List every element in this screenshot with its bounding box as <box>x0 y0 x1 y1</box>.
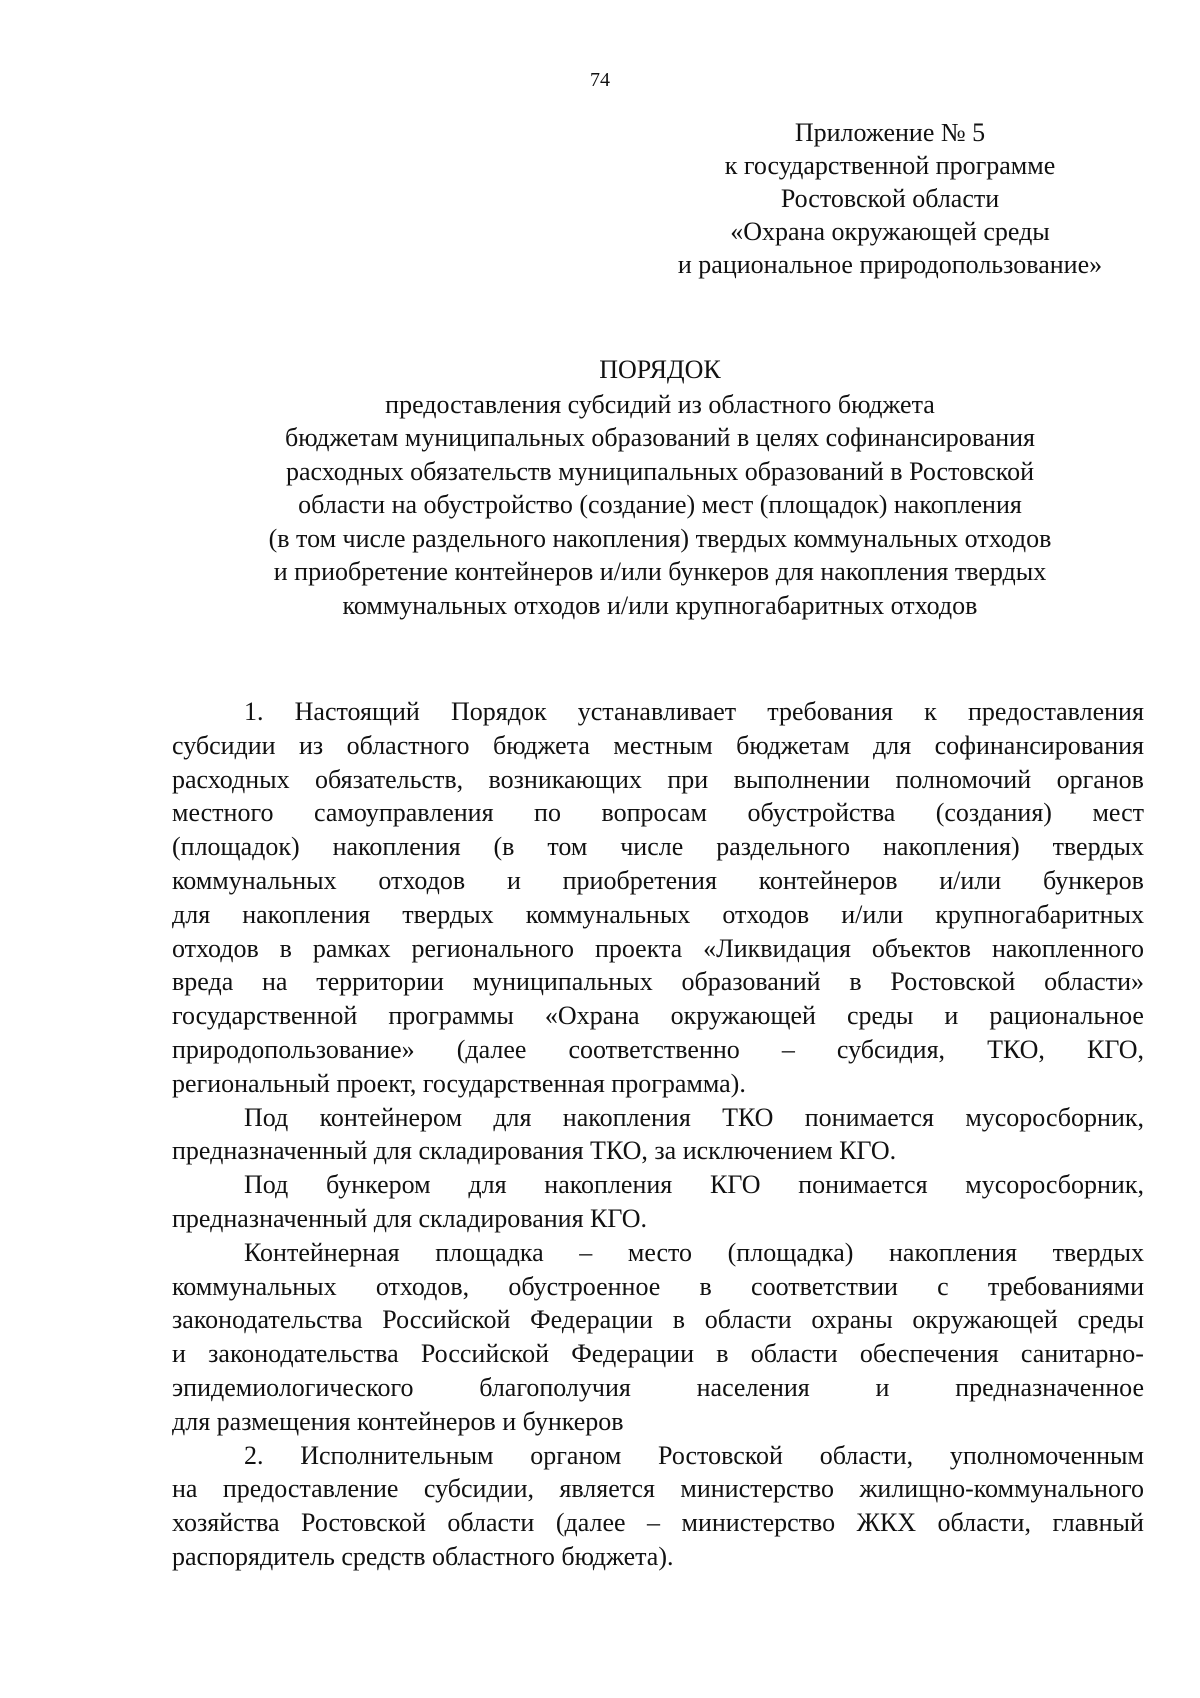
body-line: Под бункером для накопления КГО понимается мусоросборник, <box>244 1170 1144 1200</box>
body-line: государственной программы «Охрана окружающей среды и рациональное <box>172 1001 1144 1031</box>
body-line: расходных обязательств, возникающих при выполнении полномочий органов <box>172 764 1144 794</box>
body-line: (площадок) накопления (в том числе раздельного накопления) твердых <box>172 832 1144 862</box>
body-line: законодательства Российской Федерации в области охраны окружающей среды <box>172 1305 1144 1335</box>
body-line: коммунальных отходов, обустроенное в соответствии с требованиями <box>172 1271 1144 1301</box>
body-line: эпидемиологического благополучия населения и предназначенное <box>172 1372 1144 1402</box>
body-line: местного самоуправления по вопросам обустройства (создания) мест <box>172 798 1144 828</box>
title-line: расходных обязательств муниципальных образований в Ростовской <box>286 456 1034 486</box>
body-line: распорядитель средств областного бюджета). <box>172 1541 674 1571</box>
title-line: предоставления субсидий из областного бюджета <box>385 389 935 419</box>
body-paragraph <box>172 1439 1144 1574</box>
body-line: и законодательства Российской Федерации в области обеспечения санитарно- <box>172 1339 1144 1369</box>
document-body <box>172 695 1144 1574</box>
body-line: Под контейнером для накопления ТКО понимается мусоросборник, <box>244 1102 1144 1132</box>
appendix-line: Приложение № 5 <box>794 118 986 147</box>
body-paragraph <box>172 695 1144 1101</box>
body-line: 1. Настоящий Порядок устанавливает требования к предоставления <box>244 697 1144 726</box>
body-line: 2. Исполнительным органом Ростовской области, уполномоченным <box>244 1440 1144 1470</box>
appendix-header <box>640 116 1140 281</box>
appendix-line: к государственной программе <box>724 151 1056 180</box>
body-line: отходов в рамках регионального проекта «Ликвидация объектов накопленного <box>172 933 1144 963</box>
body-line: природопользование» (далее соответственно – субсидия, ТКО, КГО, <box>172 1034 1144 1064</box>
appendix-line: «Охрана окружающей среды <box>730 217 1050 246</box>
body-line: для накопления твердых коммунальных отходов и/или крупногабаритных <box>172 899 1144 929</box>
page-number: 74 <box>590 69 610 91</box>
body-line: вреда на территории муниципальных образований в Ростовской области» <box>172 967 1144 997</box>
body-paragraph <box>172 1236 1144 1439</box>
title-line: и приобретение контейнеров и/или бункеров для накопления твердых <box>273 557 1047 586</box>
body-line: на предоставление субсидии, является министерство жилищно-коммунального <box>172 1474 1144 1504</box>
title-line: коммунальных отходов и/или крупногабаритных отходов <box>342 590 978 620</box>
title-line: бюджетам муниципальных образований в целях софинансирования <box>284 423 1036 452</box>
body-paragraph <box>172 1101 1144 1169</box>
body-line: Контейнерная площадка – место (площадка) накопления твердых <box>244 1237 1144 1267</box>
body-line: хозяйства Ростовской области (далее – министерство ЖКХ области, главный <box>172 1508 1144 1538</box>
body-line: для размещения контейнеров и бункеров <box>172 1406 624 1436</box>
body-line: региональный проект, государственная программа). <box>172 1068 746 1098</box>
title-line: (в том числе раздельного накопления) твердых коммунальных отходов <box>268 523 1052 553</box>
body-line: субсидии из областного бюджета местным бюджетам для софинансирования <box>172 730 1144 760</box>
document-title <box>160 353 1160 622</box>
appendix-line: и рациональное природопользование» <box>677 250 1103 279</box>
title-line: области на обустройство (создание) мест (площадок) накопления <box>298 490 1022 519</box>
body-line: коммунальных отходов и приобретения контейнеров и/или бункеров <box>172 865 1144 895</box>
appendix-line: Ростовской области <box>780 184 1000 213</box>
title-heading: ПОРЯДОК <box>599 355 721 384</box>
body-line: предназначенный для складирования ТКО, за исключением КГО. <box>172 1136 897 1166</box>
body-paragraph <box>172 1168 1144 1236</box>
body-line: предназначенный для складирования КГО. <box>172 1203 648 1233</box>
